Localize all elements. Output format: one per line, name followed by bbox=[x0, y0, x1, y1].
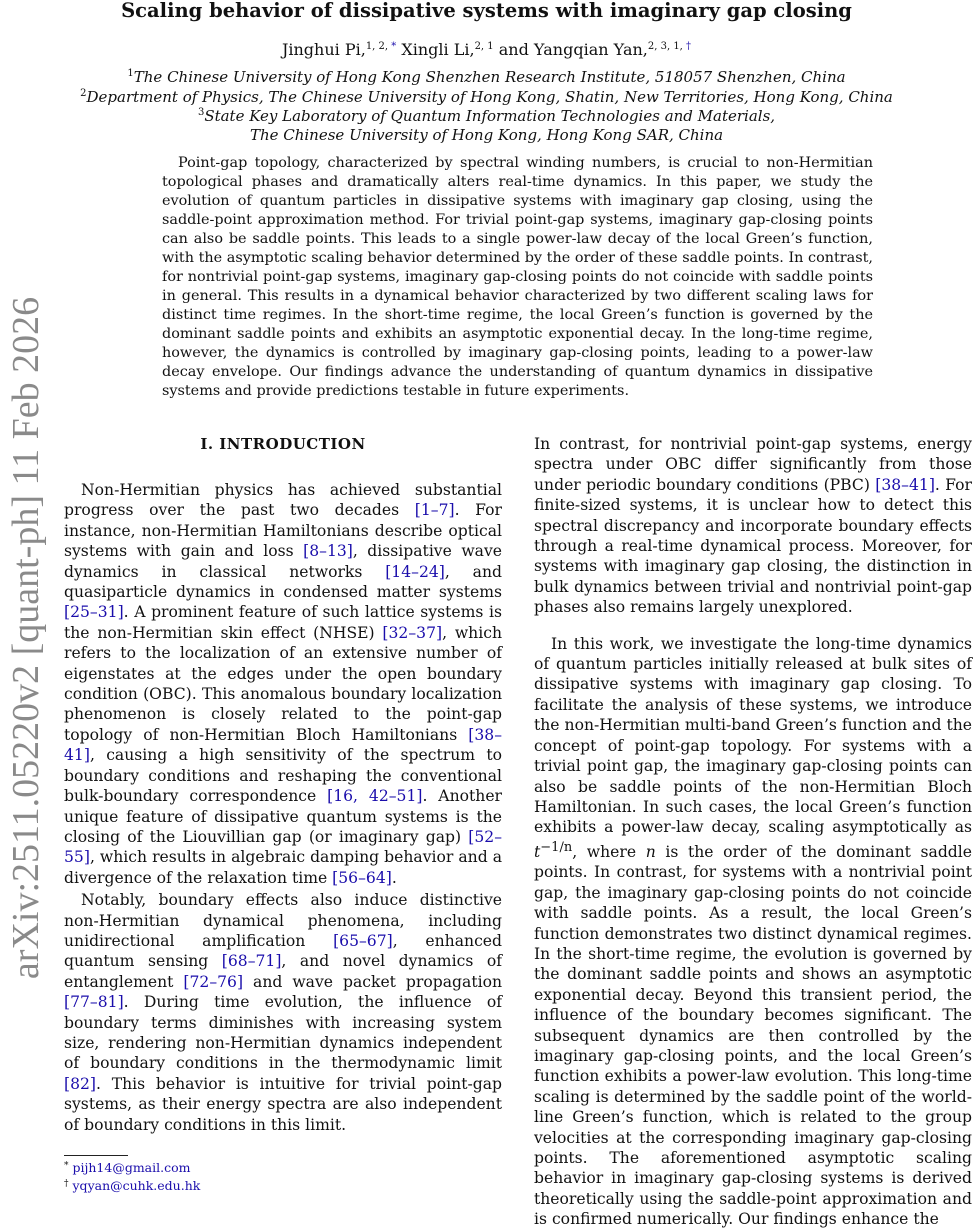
body-text: , which results in algebraic damping behavior and a divergence of the relaxation time bbox=[64, 848, 502, 887]
author-name: Yangqian Yan, bbox=[533, 40, 648, 59]
email-link[interactable]: yqyan@cuhk.edu.hk bbox=[72, 1178, 201, 1193]
footnote-mark: † bbox=[64, 1179, 69, 1189]
affiliation-3-continued bbox=[0, 126, 973, 145]
citation-link[interactable]: [32–37] bbox=[382, 623, 443, 642]
citation-link[interactable]: [38–41] bbox=[64, 725, 502, 765]
affiliation-number: 2 bbox=[80, 88, 87, 99]
footnote-2 bbox=[64, 1178, 200, 1194]
author-affiliation-numbers: 2, 1 bbox=[474, 41, 494, 52]
citation-link[interactable]: [14–24] bbox=[385, 562, 445, 581]
citation-link[interactable]: [8–13] bbox=[303, 542, 353, 561]
author-affiliation-marks bbox=[648, 41, 691, 52]
affiliation-3 bbox=[0, 107, 973, 126]
email-link[interactable]: pijh14@gmail.com bbox=[72, 1160, 191, 1175]
body-text: . This behavior is intuitive for trivial point-gap systems, as their energy spectra are also independent of boundary conditions in this limit. bbox=[64, 1074, 502, 1134]
paper-title: Scaling behavior of dissipative systems with imaginary gap closing bbox=[121, 0, 852, 22]
affiliation-number: 3 bbox=[197, 107, 205, 118]
author-name: Jinghui Pi, bbox=[281, 40, 366, 59]
footnote-1 bbox=[64, 1160, 191, 1176]
author-affiliation-marks bbox=[366, 41, 396, 52]
body-text: , where bbox=[572, 842, 646, 861]
body-text: , dissipative wave dynamics in classical networks bbox=[64, 542, 502, 581]
affiliation-text: The Chinese University of Hong Kong, Hong Kong SAR, China bbox=[249, 126, 724, 144]
body-text: . During time evolution, the influence of boundary terms diminishes with increasing system size, rendering non-Hermitian dynamics independent of boundary conditions in the thermodynamic limit bbox=[64, 993, 502, 1073]
body-text: . Another unique feature of dissipative quantum systems is the closing of the Liouvillian gap (or imaginary gap) bbox=[64, 787, 502, 846]
author-affiliation-numbers: 1, 2, bbox=[365, 41, 392, 52]
citation-link[interactable]: [72–76] bbox=[183, 972, 244, 991]
author-name: Xingli Li, bbox=[401, 40, 475, 59]
footnote-mark: * bbox=[64, 1161, 69, 1171]
section-heading: I. INTRODUCTION bbox=[200, 435, 366, 453]
body-paragraph bbox=[64, 480, 502, 888]
body-text: is the order of the dominant saddle points. In contrast, for systems with a nontrivial point gap, the imaginary gap-closing points do not coincide with saddle points. As a result, the local Green’s function demonstrates two distinct dynamical regimes. In the short-time regime, the evolution is governed by the dominant saddle points and shows an asymptotic exponential decay. Beyond this transient period, the influence of the boundary becomes significant. The subsequent dynamics are then controlled by the imaginary gap-closing points, and the local Green’s function exhibits a power-law evolution. This long-time scaling is determined by the saddle point of the world-line Green’s function, which is related to the group velocities at the corresponding imaginary gap-closing points. The aforementioned asymptotic scaling behavior in imaginary gap-closing systems is derived theoretically using the saddle-point approximation and is confirmed numerically. Our findings enhance the bbox=[534, 842, 972, 1229]
body-paragraph bbox=[534, 434, 972, 618]
author-affiliation-numbers: 2, 3, 1, bbox=[647, 41, 687, 52]
body-text: . bbox=[391, 868, 397, 887]
body-paragraph bbox=[534, 634, 972, 1230]
author-separator: and bbox=[493, 40, 534, 59]
author-footnote-link[interactable]: * bbox=[391, 41, 397, 52]
body-text: , which refers to the localization of an extensive number of eigenstates at the edges under the open boundary condition (OBC). This anomalous boundary localization phenomenon is closely related to the point-gap topology of non-Hermitian Bloch Hamiltonians bbox=[64, 623, 502, 744]
math-variable: n bbox=[645, 842, 656, 861]
citation-link[interactable]: [77–81] bbox=[64, 993, 124, 1012]
left-column bbox=[64, 480, 502, 1135]
arxiv-identifier-stamp: arXiv:2511.05220v2 [quant-ph] 11 Feb 2026 bbox=[5, 296, 47, 980]
author-footnote-link[interactable]: † bbox=[686, 41, 692, 52]
math-exponent: −1/n bbox=[540, 839, 573, 855]
affiliation-text: State Key Laboratory of Quantum Information Technologies and Materials, bbox=[204, 107, 776, 125]
body-text: and wave packet propagation bbox=[243, 972, 503, 991]
affiliation-text: Department of Physics, The Chinese University of Hong Kong, Shatin, New Territories, Hong Kong, China bbox=[86, 88, 893, 106]
citation-link[interactable]: [16, 42–51] bbox=[327, 787, 423, 806]
citation-link[interactable]: [56–64] bbox=[332, 868, 392, 887]
citation-link[interactable]: [25–31] bbox=[64, 603, 124, 622]
citation-link[interactable]: [82] bbox=[64, 1074, 97, 1093]
citation-link[interactable]: [38–41] bbox=[875, 475, 935, 494]
body-text: , enhanced quantum sensing bbox=[64, 931, 503, 971]
affiliation-1 bbox=[0, 68, 973, 87]
footnote-rule bbox=[64, 1155, 128, 1156]
body-text: , and novel dynamics of entanglement bbox=[64, 952, 502, 991]
author-affiliation-marks bbox=[475, 41, 494, 52]
math-variable: t bbox=[534, 842, 541, 861]
abstract: Point-gap topology, characterized by spectral winding numbers, is crucial to non-Hermitian topological phases and dramatically alters real-time dynamics. In this paper, we study the evolution of quantum particles in dissipative systems with imaginary gap closing, using the saddle-point approximation method. For trivial point-gap systems, imaginary gap-closing points can also be saddle points. This leads to a single power-law decay of the local Green’s function, with the asymptotic scaling behavior determined by the order of these saddle points. In contrast, for nontrivial point-gap systems, imaginary gap-closing points do not coincide with saddle points in general. This results in a dynamical behavior characterized by two different scaling laws for distinct time regimes. In the short-time regime, the local Green’s function is governed by the dominant saddle points and exhibits an asymptotic exponential decay. In the long-time regime, however, the dynamics is controlled by imaginary gap-closing points, leading to a power-law decay envelope. Our findings advance the understanding of quantum dynamics in dissipative systems and provide predictions testable in future experiments. bbox=[162, 155, 873, 399]
right-column bbox=[534, 434, 972, 1230]
citation-link[interactable]: [52–55] bbox=[64, 827, 502, 867]
body-text: , and quasiparticle dynamics in condensed matter systems bbox=[64, 562, 502, 602]
body-text: In this work, we investigate the long-time dynamics of quantum particles initially released at bulk sites of dissipative systems with imaginary gap closing. To facilitate the analysis of these systems, we introduce the non-Hermitian multi-band Green’s function and the concept of point-gap topology. For systems with a trivial point gap, the imaginary gap-closing points can also be saddle points of the non-Hermitian Bloch Hamiltonian. In such cases, the local Green’s function exhibits a power-law decay, scaling asymptotically as bbox=[534, 634, 972, 837]
body-text: In contrast, for nontrivial point-gap systems, energy spectra under OBC differ significantly from those under periodic boundary conditions (PBC) bbox=[534, 435, 972, 494]
citation-link[interactable]: [68–71] bbox=[221, 952, 282, 971]
body-paragraph bbox=[64, 890, 502, 1135]
affiliation-2 bbox=[0, 88, 973, 107]
body-text: . For instance, non-Hermitian Hamiltonians describe optical systems with gain and loss bbox=[64, 501, 502, 561]
body-text: Non-Hermitian physics has achieved substantial progress over the past two decades bbox=[64, 481, 502, 520]
affiliation-number: 1 bbox=[127, 68, 134, 79]
citation-link[interactable]: [65–67] bbox=[333, 931, 393, 950]
affiliation-text: The Chinese University of Hong Kong Shenzhen Research Institute, 518057 Shenzhen, China bbox=[133, 68, 846, 86]
author-list bbox=[0, 40, 973, 60]
body-text: Notably, boundary effects also induce distinctive non-Hermitian dynamical phenomena, including unidirectional amplification bbox=[64, 891, 502, 950]
body-text: . A prominent feature of such lattice systems is the non-Hermitian skin effect (NHSE) bbox=[64, 603, 502, 642]
body-text: , causing a high sensitivity of the spectrum to boundary conditions and reshaping the conventional bulk-boundary correspondence bbox=[64, 746, 502, 806]
body-text: . For finite-sized systems, it is unclear how to detect this spectral discrepancy and incorporate boundary effects through a real-time dynamical process. Moreover, for systems with imaginary gap closing, the distinction in bulk dynamics between trivial and nontrivial point-gap phases also remains largely unexplored. bbox=[534, 475, 972, 617]
citation-link[interactable]: [1–7] bbox=[414, 501, 455, 520]
